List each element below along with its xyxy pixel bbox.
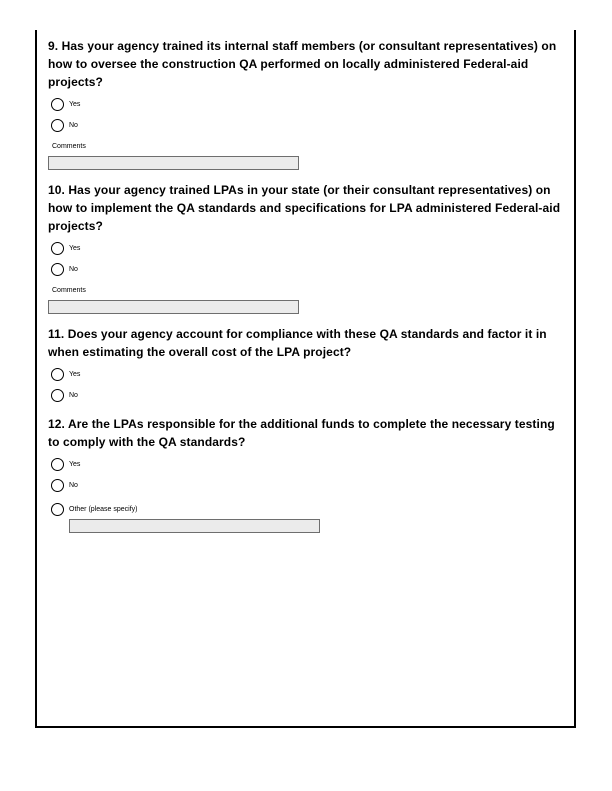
option-label: Yes bbox=[69, 460, 81, 468]
option-label: Yes bbox=[69, 244, 81, 252]
option-label: No bbox=[69, 391, 78, 399]
radio-button-icon[interactable] bbox=[51, 368, 64, 381]
question-9-text: 9. Has your agency trained its internal staff members (or consultant representatives) on how to oversee the construction QA performed on locally administered Federal-aid projects? bbox=[48, 39, 557, 89]
option-label: Other (please specify) bbox=[69, 505, 138, 513]
q9-comments-input[interactable] bbox=[48, 156, 299, 170]
q10-option-no[interactable] bbox=[51, 261, 78, 277]
q10-comments-label: Comments bbox=[52, 287, 86, 294]
option-label: Yes bbox=[69, 370, 81, 378]
q12-other-input[interactable] bbox=[69, 519, 320, 533]
radio-button-icon[interactable] bbox=[51, 479, 64, 492]
page-frame bbox=[35, 30, 576, 728]
radio-button-icon[interactable] bbox=[51, 389, 64, 402]
q12-option-other[interactable] bbox=[51, 501, 137, 517]
q9-option-no[interactable] bbox=[51, 117, 78, 133]
radio-button-icon[interactable] bbox=[51, 98, 64, 111]
option-label: Yes bbox=[69, 100, 81, 108]
q11-option-no[interactable] bbox=[51, 387, 78, 403]
radio-button-icon[interactable] bbox=[51, 458, 64, 471]
q12-option-yes[interactable] bbox=[51, 456, 80, 472]
q10-option-yes[interactable] bbox=[51, 240, 80, 256]
q12-option-no[interactable] bbox=[51, 477, 78, 493]
q11-option-yes[interactable] bbox=[51, 366, 80, 382]
option-label: No bbox=[69, 265, 78, 273]
option-label: No bbox=[69, 481, 78, 489]
radio-button-icon[interactable] bbox=[51, 119, 64, 132]
option-label: No bbox=[69, 121, 78, 129]
q9-option-yes[interactable] bbox=[51, 96, 80, 112]
question-10-text: 10. Has your agency trained LPAs in your state (or their consultant representatives) on how to implement the QA standards and specifications for LPA administered Federal-aid projects? bbox=[48, 183, 561, 233]
question-12-text: 12. Are the LPAs responsible for the additional funds to complete the necessary testing to comply with the QA standards? bbox=[48, 417, 555, 449]
radio-button-icon[interactable] bbox=[51, 503, 64, 516]
q10-comments-input[interactable] bbox=[48, 300, 299, 314]
radio-button-icon[interactable] bbox=[51, 263, 64, 276]
q9-comments-label: Comments bbox=[52, 143, 86, 150]
question-11-text: 11. Does your agency account for compliance with these QA standards and factor it in when estimating the overall cost of the LPA project? bbox=[48, 327, 547, 359]
radio-button-icon[interactable] bbox=[51, 242, 64, 255]
